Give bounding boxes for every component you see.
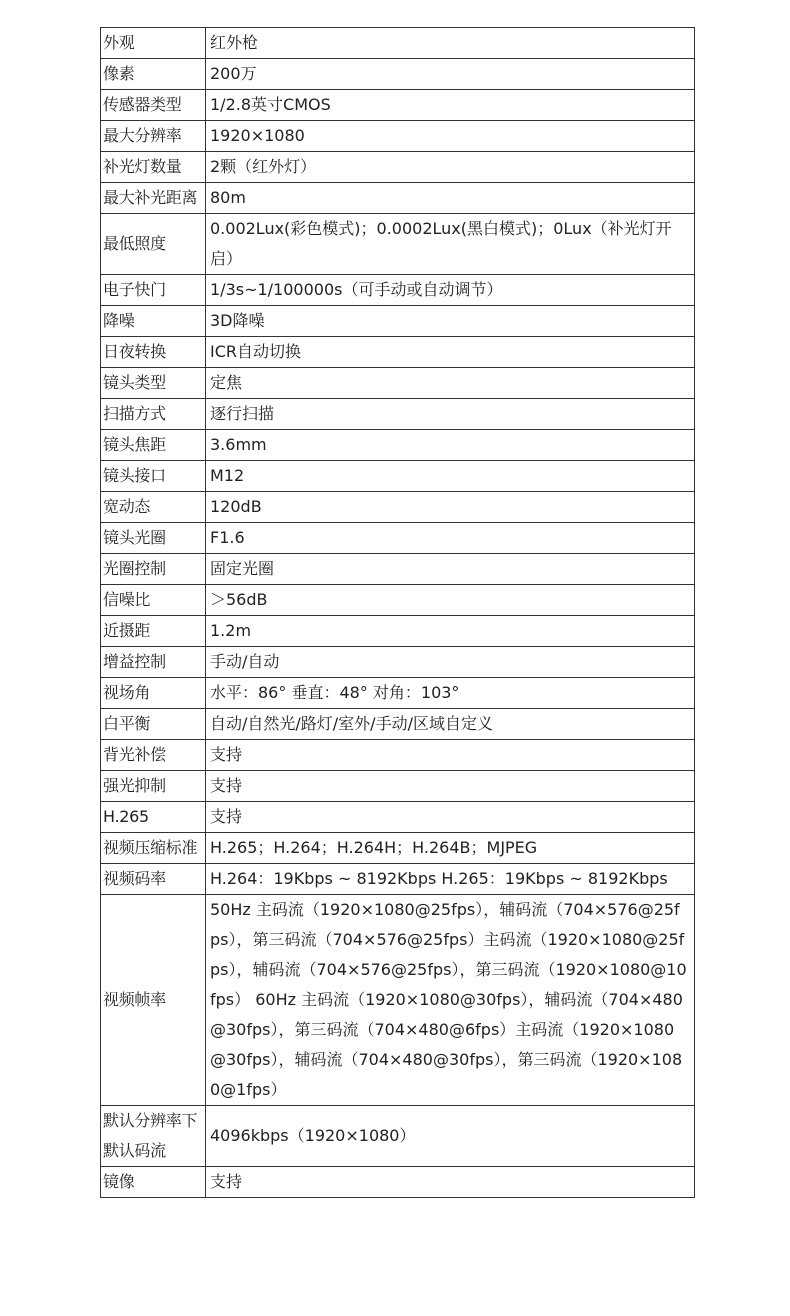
spec-row-noise-reduction bbox=[101, 306, 695, 337]
spec-row-max-resolution bbox=[101, 121, 695, 152]
spec-row-default-bitrate bbox=[101, 1106, 695, 1167]
spec-value: 1/2.8英寸CMOS bbox=[206, 90, 695, 121]
spec-label: 电子快门 bbox=[101, 275, 206, 306]
spec-label: 默认分辨率下默认码流 bbox=[101, 1106, 206, 1167]
spec-value: 80m bbox=[206, 183, 695, 214]
spec-value: H.265；H.264；H.264H；H.264B；MJPEG bbox=[206, 833, 695, 864]
spec-value: F1.6 bbox=[206, 523, 695, 554]
spec-row-lens-mount bbox=[101, 461, 695, 492]
spec-row-mirror bbox=[101, 1167, 695, 1198]
spec-row-fill-light-count bbox=[101, 152, 695, 183]
spec-value: 水平：86° 垂直：48° 对角：103° bbox=[206, 678, 695, 709]
spec-label: 视场角 bbox=[101, 678, 206, 709]
spec-label: 最大补光距离 bbox=[101, 183, 206, 214]
spec-row-min-illumination bbox=[101, 214, 695, 275]
spec-value: 1.2m bbox=[206, 616, 695, 647]
spec-label: 近摄距 bbox=[101, 616, 206, 647]
spec-value: 1920×1080 bbox=[206, 121, 695, 152]
spec-table bbox=[100, 27, 695, 1198]
spec-row-scan-mode bbox=[101, 399, 695, 430]
spec-value: 4096kbps（1920×1080） bbox=[206, 1106, 695, 1167]
spec-value: 3.6mm bbox=[206, 430, 695, 461]
spec-value: 定焦 bbox=[206, 368, 695, 399]
spec-value: 120dB bbox=[206, 492, 695, 523]
spec-row-frame-rate bbox=[101, 895, 695, 1106]
spec-label: 信噪比 bbox=[101, 585, 206, 616]
spec-row-electronic-shutter bbox=[101, 275, 695, 306]
spec-label: 视频压缩标准 bbox=[101, 833, 206, 864]
spec-row-snr bbox=[101, 585, 695, 616]
spec-row-pixels bbox=[101, 59, 695, 90]
spec-label: 背光补偿 bbox=[101, 740, 206, 771]
spec-label: 光圈控制 bbox=[101, 554, 206, 585]
spec-value: 1/3s~1/100000s（可手动或自动调节） bbox=[206, 275, 695, 306]
spec-value: 自动/自然光/路灯/室外/手动/区域自定义 bbox=[206, 709, 695, 740]
spec-row-backlight-compensation bbox=[101, 740, 695, 771]
spec-value: M12 bbox=[206, 461, 695, 492]
spec-label: 镜像 bbox=[101, 1167, 206, 1198]
spec-label: 扫描方式 bbox=[101, 399, 206, 430]
spec-row-lens-type bbox=[101, 368, 695, 399]
spec-value: 支持 bbox=[206, 1167, 695, 1198]
spec-label: 最低照度 bbox=[101, 214, 206, 275]
spec-row-focal-length bbox=[101, 430, 695, 461]
spec-label: 视频帧率 bbox=[101, 895, 206, 1106]
spec-label: 白平衡 bbox=[101, 709, 206, 740]
spec-table-body bbox=[101, 28, 695, 1198]
spec-label: 镜头光圈 bbox=[101, 523, 206, 554]
spec-row-appearance bbox=[101, 28, 695, 59]
spec-row-sensor-type bbox=[101, 90, 695, 121]
spec-value: 2颗（红外灯） bbox=[206, 152, 695, 183]
spec-row-day-night bbox=[101, 337, 695, 368]
spec-row-video-bitrate bbox=[101, 864, 695, 895]
spec-row-max-fill-distance bbox=[101, 183, 695, 214]
spec-value: 50Hz 主码流（1920×1080@25fps），辅码流（704×576@25fps），第三码流（704×576@25fps）主码流（1920×1080@25fps），辅码流（704×576@25fps），第三码流（1920×1080@10fps） 60Hz 主码流（1920×1080@30fps），辅码流（704×480@30fps），第三码流（704×480@6fps）主码流（1920×1080@30fps），辅码流（704×480@30fps），第三码流（1920×1080@1fps） bbox=[206, 895, 695, 1106]
spec-label: 镜头焦距 bbox=[101, 430, 206, 461]
spec-label: H.265 bbox=[101, 802, 206, 833]
spec-row-aperture bbox=[101, 523, 695, 554]
spec-value: 支持 bbox=[206, 740, 695, 771]
spec-value: 手动/自动 bbox=[206, 647, 695, 678]
spec-label: 日夜转换 bbox=[101, 337, 206, 368]
spec-value: 红外枪 bbox=[206, 28, 695, 59]
spec-value: 支持 bbox=[206, 771, 695, 802]
spec-value: 200万 bbox=[206, 59, 695, 90]
spec-row-field-of-view bbox=[101, 678, 695, 709]
spec-label: 外观 bbox=[101, 28, 206, 59]
spec-label: 增益控制 bbox=[101, 647, 206, 678]
spec-value: 逐行扫描 bbox=[206, 399, 695, 430]
spec-value: H.264：19Kbps ~ 8192Kbps H.265：19Kbps ~ 8192Kbps bbox=[206, 864, 695, 895]
spec-row-h265 bbox=[101, 802, 695, 833]
spec-value: 0.002Lux(彩色模式)；0.0002Lux(黑白模式)；0Lux（补光灯开启） bbox=[206, 214, 695, 275]
spec-label: 镜头类型 bbox=[101, 368, 206, 399]
spec-label: 降噪 bbox=[101, 306, 206, 337]
spec-label: 补光灯数量 bbox=[101, 152, 206, 183]
spec-row-min-focus-distance bbox=[101, 616, 695, 647]
spec-value: 固定光圈 bbox=[206, 554, 695, 585]
spec-row-aperture-control bbox=[101, 554, 695, 585]
spec-row-compression-standard bbox=[101, 833, 695, 864]
spec-value: 支持 bbox=[206, 802, 695, 833]
spec-value: ＞56dB bbox=[206, 585, 695, 616]
spec-row-highlight-suppression bbox=[101, 771, 695, 802]
spec-label: 宽动态 bbox=[101, 492, 206, 523]
spec-value: 3D降噪 bbox=[206, 306, 695, 337]
spec-row-wdr bbox=[101, 492, 695, 523]
spec-label: 强光抑制 bbox=[101, 771, 206, 802]
spec-label: 镜头接口 bbox=[101, 461, 206, 492]
spec-value: ICR自动切换 bbox=[206, 337, 695, 368]
spec-label: 像素 bbox=[101, 59, 206, 90]
spec-row-white-balance bbox=[101, 709, 695, 740]
spec-label: 最大分辨率 bbox=[101, 121, 206, 152]
spec-row-gain-control bbox=[101, 647, 695, 678]
spec-label: 传感器类型 bbox=[101, 90, 206, 121]
spec-label: 视频码率 bbox=[101, 864, 206, 895]
